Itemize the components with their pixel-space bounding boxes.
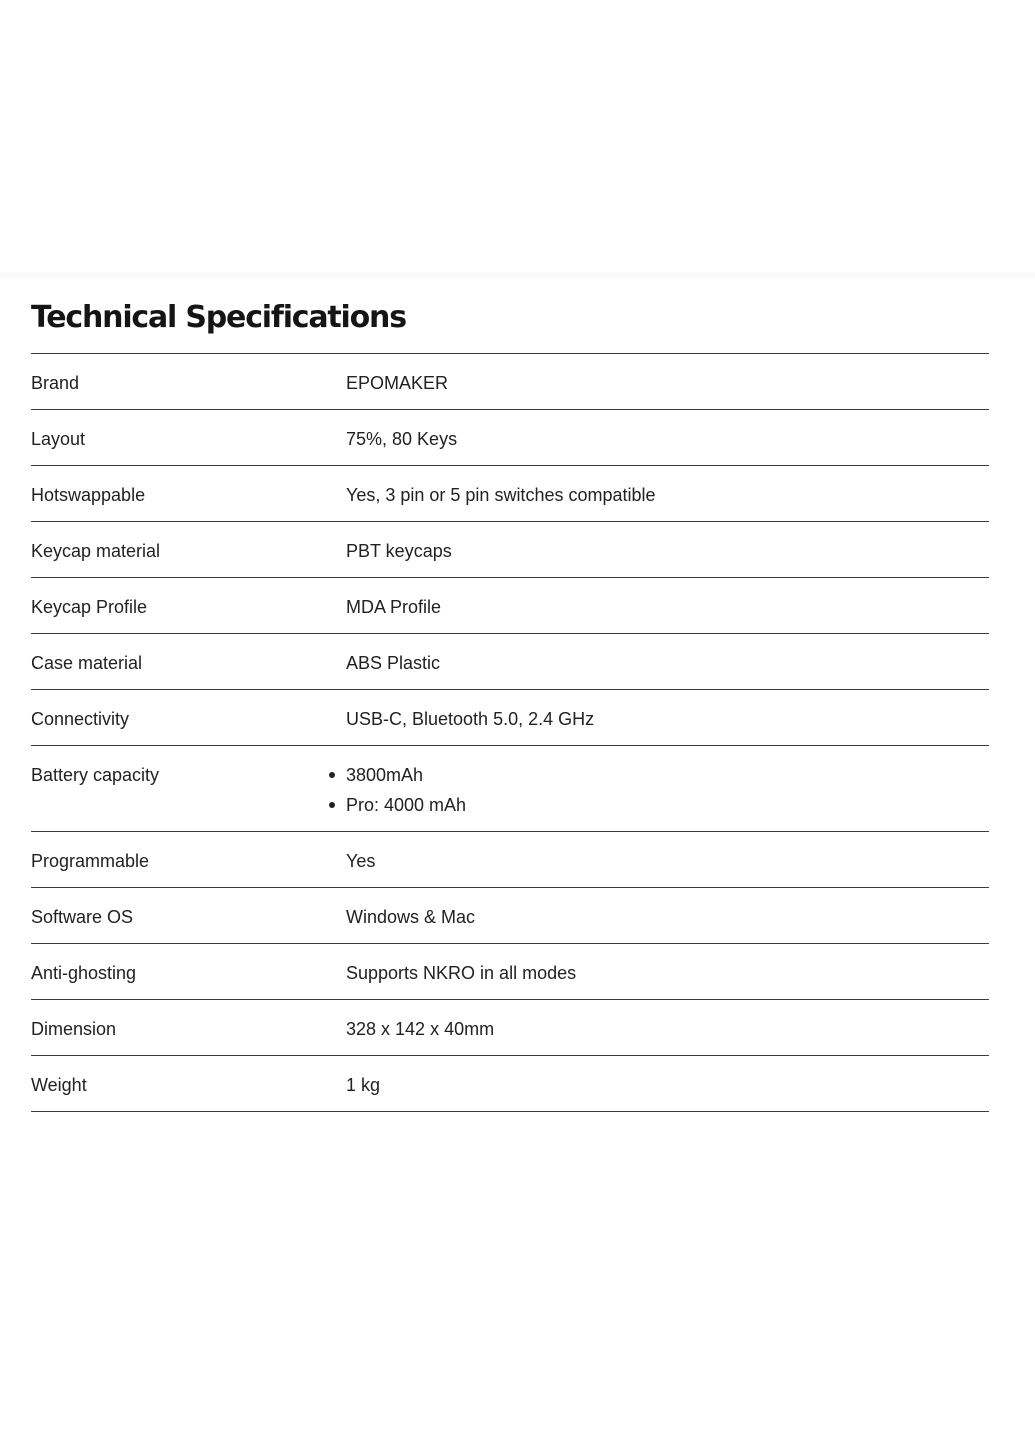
list-item-text: 3800mAh [346,765,424,785]
spec-label: Battery capacity [31,765,160,785]
spec-label: Brand [31,373,80,393]
spec-label: Dimension [31,1019,117,1039]
spec-value: 75%, 80 Keys [346,429,458,449]
spec-row-keycap-material [31,522,989,578]
spec-row-software-os [31,888,989,944]
spec-row-keycap-profile [31,578,989,634]
spec-value: EPOMAKER [346,373,449,393]
spec-label: Programmable [31,851,150,871]
spec-value: ABS Plastic [346,653,441,673]
spec-value-list [346,746,989,825]
spec-row-brand [31,354,989,410]
spec-row-battery-capacity [31,746,989,832]
bullet-icon [329,802,335,808]
list-item [346,765,989,785]
technical-specifications-section [31,290,989,1112]
spec-row-anti-ghosting [31,944,989,1000]
spec-label: Keycap Profile [31,597,148,617]
spec-label: Hotswappable [31,485,146,505]
spec-value: MDA Profile [346,597,442,617]
top-blank-area [0,0,1035,272]
spec-row-case-material [31,634,989,690]
spec-label: Anti-ghosting [31,963,137,983]
spec-label: Keycap material [31,541,161,561]
spec-value: Yes, 3 pin or 5 pin switches compatible [346,485,656,505]
spec-label: Layout [31,429,86,449]
bullet-icon [329,772,335,778]
spec-value: 1 kg [346,1075,381,1095]
spec-row-dimension [31,1000,989,1056]
spec-row-connectivity [31,690,989,746]
spec-row-programmable [31,832,989,888]
spec-label: Connectivity [31,709,130,729]
spec-label: Software OS [31,907,134,927]
spec-value: Supports NKRO in all modes [346,963,577,983]
spec-value: Windows & Mac [346,907,476,927]
spec-value: 328 x 142 x 40mm [346,1019,495,1039]
list-item [346,795,989,815]
spec-row-layout [31,410,989,466]
spec-value: PBT keycaps [346,541,452,561]
spec-row-weight [31,1056,989,1112]
section-title: Technical Specifications [31,290,989,354]
spec-value: Yes [346,851,376,871]
spec-value: USB-C, Bluetooth 5.0, 2.4 GHz [346,709,595,729]
section-divider-band [0,272,1035,278]
spec-label: Case material [31,653,143,673]
spec-row-hotswappable [31,466,989,522]
battery-capacity-list [346,765,989,815]
spec-label: Weight [31,1075,87,1095]
list-item-text: Pro: 4000 mAh [346,795,467,815]
